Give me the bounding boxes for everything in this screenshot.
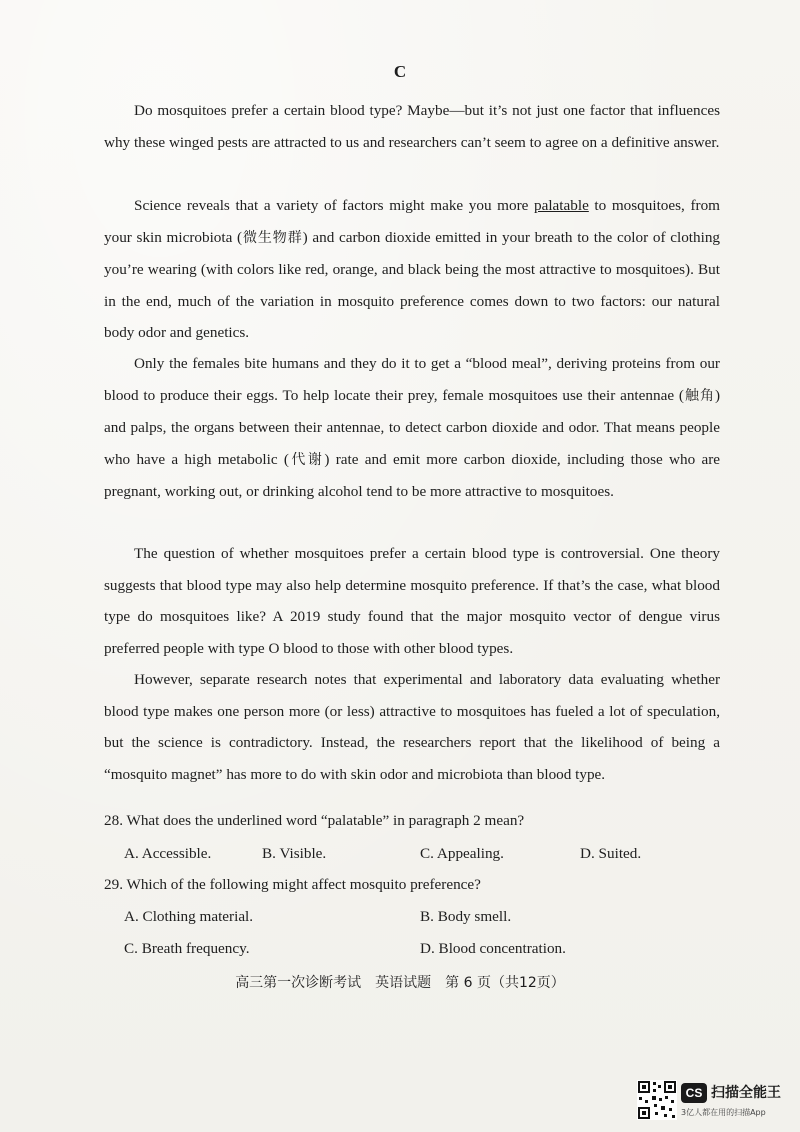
question-29-option-d: D. Blood concentration.	[420, 940, 566, 957]
question-28-option-c: C. Appealing.	[420, 845, 504, 862]
question-28-option-d: D. Suited.	[580, 845, 642, 862]
scanner-watermark	[637, 1080, 787, 1124]
paragraph-5: However, separate research notes that experimental and laboratory data evaluating whether blood type makes one person more (or less) attractive to mosquitoes has fueled a lot of speculation, but the science is contradictory. Instead, the researchers report that the likelihood of being a “mosquito magnet” has more to do with skin odor and microbiota than blood type.	[104, 671, 720, 783]
underlined-word-palatable: palatable	[534, 197, 589, 214]
paragraph-3-text-c: ) rate and emit more carbon dioxide, including those who are pregnant, working out, or drinking alcohol tend to be more attractive to mosquitoes.	[104, 450, 720, 500]
scanner-app-name: 扫描全能王	[711, 1085, 781, 1101]
paragraph-2-text-a: Science reveals that a variety of factors might make you more	[134, 197, 534, 214]
chinese-gloss-metabolic: 代谢	[288, 451, 325, 468]
paragraph-3-text-a: Only the females bite humans and they do it to get a “blood meal”, deriving proteins from our blood to produce their eggs. To help locate their prey, female mosquitoes use their antennae (	[104, 355, 720, 404]
scanner-app-slogan: 3亿人都在用的扫描App	[681, 1108, 766, 1117]
paragraph-2	[104, 190, 720, 349]
qr-code-icon	[637, 1080, 677, 1120]
question-29-stem: 29. Which of the following might affect mosquito preference?	[104, 876, 481, 893]
question-29-option-b: B. Body smell.	[420, 908, 512, 925]
question-28-option-b: B. Visible.	[262, 845, 327, 862]
paragraph-1: Do mosquitoes prefer a certain blood type? Maybe—but it’s not just one factor that influences why these winged pests are attracted to us and researchers can’t seem to agree on a definitive answer.	[104, 102, 720, 151]
question-29-option-a: A. Clothing material.	[124, 908, 254, 925]
chinese-gloss-antennae: 触角	[683, 387, 715, 404]
camscanner-logo-icon: CS	[681, 1083, 707, 1103]
paragraph-2-text-c: ) and carbon dioxide emitted in your breath to the color of clothing you’re wearing (with colors like red, orange, and black being the most attractive to mosquitoes). But in the end, much of the variation in mosquito preference comes down to two factors: our natural body odor and genetics.	[104, 228, 721, 341]
page-footer: 高三第一次诊断考试 英语试题 第 6 页（共12页）	[235, 975, 565, 991]
question-29-option-c: C. Breath frequency.	[124, 940, 250, 957]
paragraph-3	[104, 348, 720, 508]
passage-heading: C	[393, 62, 407, 81]
paragraph-3-text-b: ) and palps, the organs between their antennae, to detect carbon dioxide and odor. That means people who have a high metabolic (	[104, 386, 721, 468]
paragraph-4: The question of whether mosquitoes prefer a certain blood type is controversial. One theory suggests that blood type may also help determine mosquito preference. If that’s the case, what blood type do mosquitoes like? A 2019 study found that the major mosquito vector of dengue virus preferred people with type O blood to those with other blood types.	[104, 545, 720, 657]
chinese-gloss-microbiota: 微生物群	[242, 229, 303, 246]
question-28-option-a: A. Accessible.	[124, 845, 212, 862]
paragraph-2-text-b: to mosquitoes, from your skin microbiota (	[104, 197, 720, 246]
question-28-stem: 28. What does the underlined word “palatable” in paragraph 2 mean?	[104, 812, 525, 829]
